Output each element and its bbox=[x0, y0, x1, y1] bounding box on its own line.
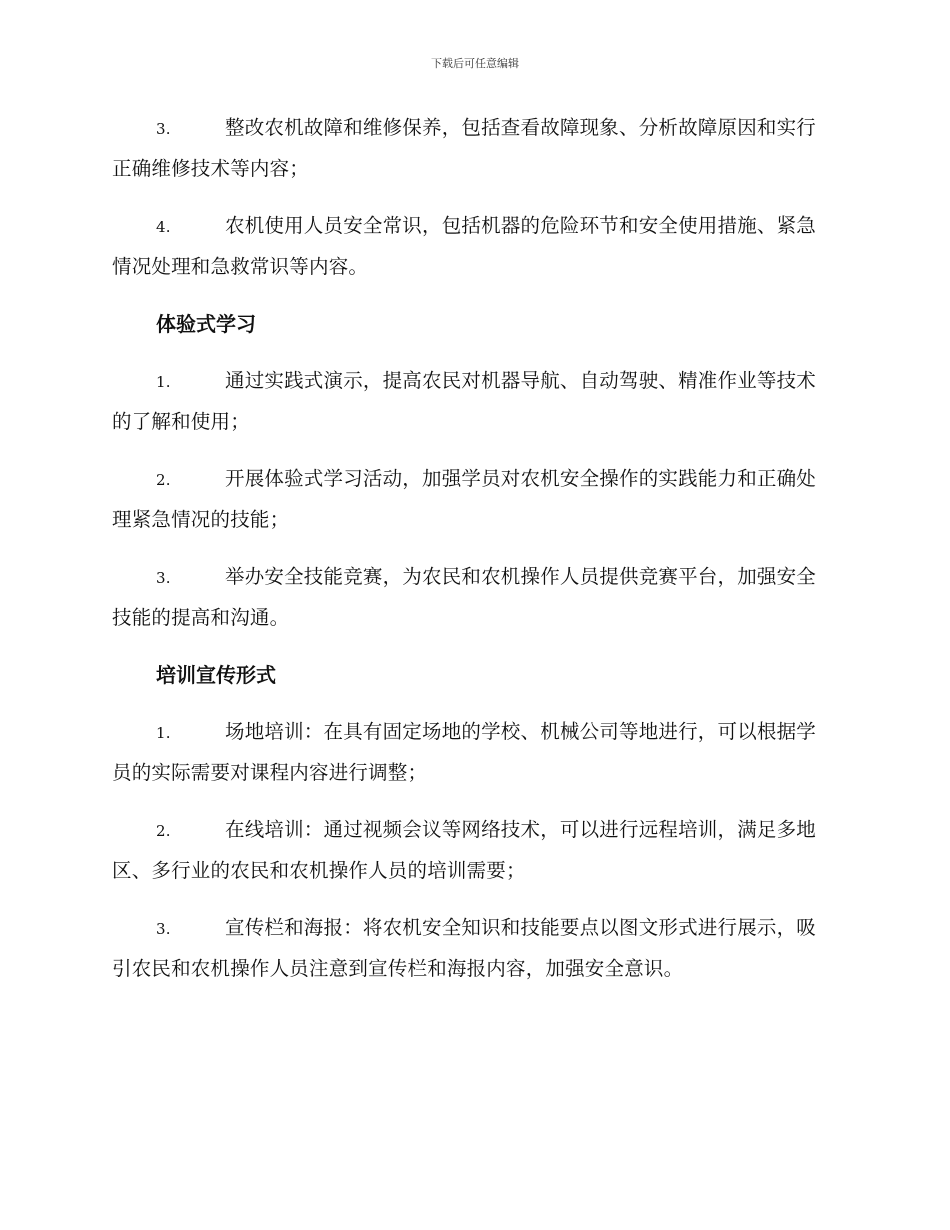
page-header: 下载后可任意编辑 bbox=[431, 57, 519, 70]
document-body bbox=[112, 108, 834, 1006]
list-item-number: 4. bbox=[156, 218, 171, 236]
list-item-number: 1. bbox=[156, 724, 171, 742]
list-item bbox=[112, 810, 834, 891]
list-item-text: 整改农机故障和维修保养，包括查看故障现象、分析故障原因和实行正确维修技术等内容； bbox=[112, 116, 817, 180]
list-item bbox=[112, 908, 834, 989]
list-item-number: 3. bbox=[156, 920, 171, 938]
list-item bbox=[112, 557, 834, 638]
list-item-number: 3. bbox=[156, 569, 171, 587]
list-item-text: 通过实践式演示，提高农民对机器导航、自动驾驶、精准作业等技术的了解和使用； bbox=[112, 369, 817, 433]
list-item bbox=[112, 459, 834, 540]
list-item-text: 农机使用人员安全常识，包括机器的危险环节和安全使用措施、紧急情况处理和急救常识等内容。 bbox=[112, 214, 817, 278]
list-item bbox=[112, 108, 834, 189]
list-item bbox=[112, 361, 834, 442]
list-item-number: 2. bbox=[156, 471, 171, 489]
list-item-number: 2. bbox=[156, 822, 171, 840]
list-item-text: 宣传栏和海报：将农机安全知识和技能要点以图文形式进行展示，吸引农民和农机操作人员注意到宣传栏和海报内容，加强安全意识。 bbox=[112, 916, 817, 980]
list-item-number: 3. bbox=[156, 120, 171, 138]
list-item bbox=[112, 712, 834, 793]
list-item bbox=[112, 206, 834, 287]
list-item-text: 场地培训：在具有固定场地的学校、机械公司等地进行，可以根据学员的实际需要对课程内容进行调整； bbox=[112, 720, 817, 784]
section-heading-experiential-learning: 体验式学习 bbox=[156, 312, 256, 336]
list-item-number: 1. bbox=[156, 373, 171, 391]
section-heading-training-promotion-forms: 培训宣传形式 bbox=[156, 663, 276, 687]
list-item-text: 举办安全技能竞赛，为农民和农机操作人员提供竞赛平台，加强安全技能的提高和沟通。 bbox=[112, 565, 817, 629]
list-item-text: 在线培训：通过视频会议等网络技术，可以进行远程培训，满足多地区、多行业的农民和农机操作人员的培训需要； bbox=[112, 818, 817, 882]
list-item-text: 开展体验式学习活动，加强学员对农机安全操作的实践能力和正确处理紧急情况的技能； bbox=[112, 467, 817, 531]
